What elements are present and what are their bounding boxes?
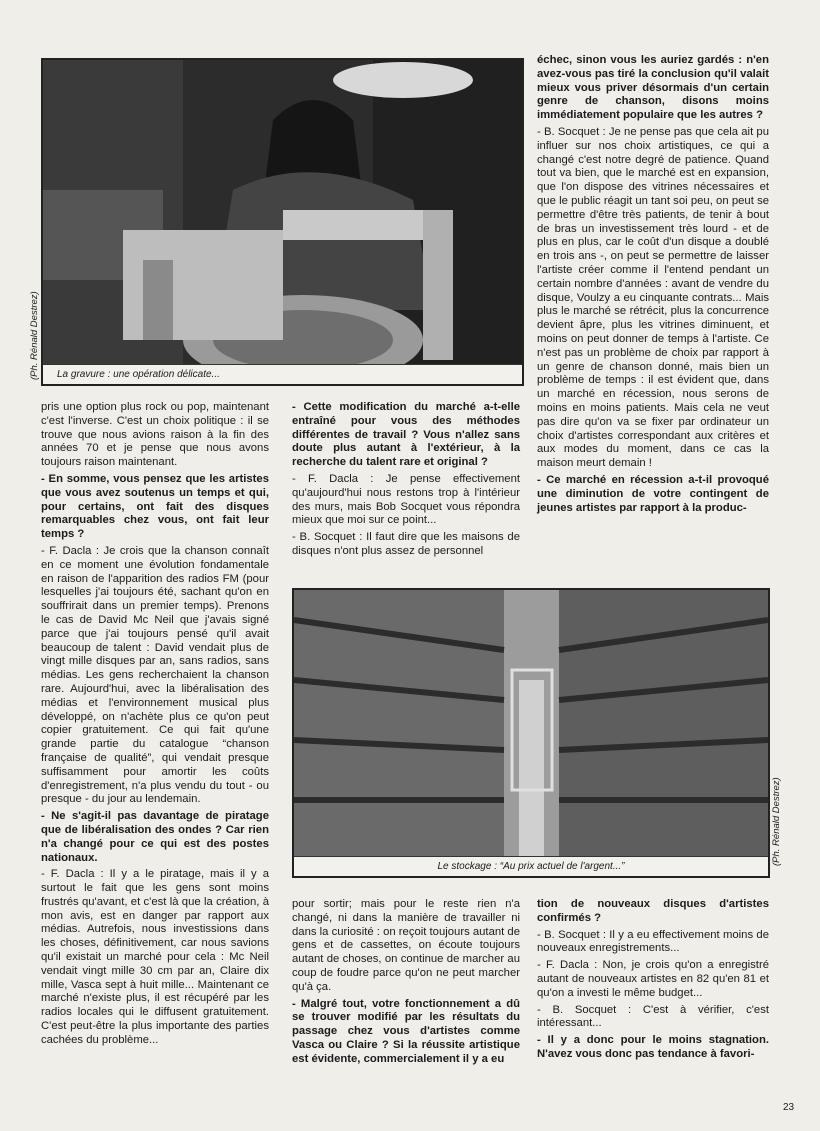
photo-caption: Le stockage : “Au prix actuel de l'argent...” xyxy=(294,856,768,876)
interview-question: tion de nouveaux disques d'artistes confirmés ? xyxy=(537,898,769,924)
interview-answer: - F. Dacla : Je pense effectivement qu'aujourd'hui nous restons trop à l'intérieur des murs, mais Bob Socquet vous répondra mieux que moi sur ce point... xyxy=(292,472,520,527)
interview-question: - Ne s'agit-il pas davantage de piratage que de libéralisation des ondes ? Car rien n'a changé pour ce qui est des postes nationaux. xyxy=(41,810,269,864)
photo-credit-top: (Ph. Rénald Destrez) xyxy=(29,291,40,380)
interview-question: - Il y a donc pour le moins stagnation. N'avez vous donc pas tendance à favori- xyxy=(537,1034,769,1060)
column-middle-bottom xyxy=(292,898,520,1070)
interview-answer: pris une option plus rock ou pop, maintenant c'est l'inverse. C'est un choix politique : il se trouve que nous avions raison à la fin des années 70 et je pense que nous avons toujours raison maintenant. xyxy=(41,401,269,469)
photo-credit-middle: (Ph. Rénald Destrez) xyxy=(771,777,782,866)
interview-question: - Ce marché en récession a-t-il provoqué une diminution de votre contingent de jeunes artistes par rapport à la produc- xyxy=(537,473,769,514)
interview-answer: - F. Dacla : Il y a le piratage, mais il y a surtout le fait que les gens sont moins frustrés qu'avant, et c'est là que la création, à mon avis, est en danger par rapport aux médias. Autrefois, nous investissions dans les choses, définitivement, car nous savions qu'il existait un marché pour cela : Mc Neil vendait vingt mille 30 cm par an, Claire dix mille, Vasca sept à huit mille... Maintenant ce marché n'existe plus, il est récupéré par les radios locales qui le diffusent gratuitement. C'est peut-être la plus importante des parties cachées du problème... xyxy=(41,868,269,1046)
interview-answer: - F. Dacla : Non, je crois qu'on a enregistré autant de nouveaux artistes en 82 qu'en 81 et qu'on a investi le même budget... xyxy=(537,959,769,999)
interview-answer: - B. Socquet : Il y a eu effectivement moins de nouveaux enregistrements... xyxy=(537,928,769,955)
storage-photo-image xyxy=(294,590,768,856)
photo-storage xyxy=(292,588,770,878)
column-right-top xyxy=(537,54,769,518)
photo-caption: La gravure : une opération délicate... xyxy=(43,364,522,384)
engraving-photo-image xyxy=(43,60,522,364)
interview-question: - Malgré tout, votre fonctionnement a dû se trouver modifié par les résultats du passage chez vous d'artistes comme Vasca ou Claire ? Si la réussite artistique est évidente, commercialement il y a eu xyxy=(292,997,520,1065)
interview-question: - En somme, vous pensez que les artistes que vous avez soutenus un temps et qui, pour certains, ont fait des disques remarquables chez vous, ont fait leur temps ? xyxy=(41,472,269,541)
column-middle-top xyxy=(292,401,520,562)
page-number: 23 xyxy=(783,1102,795,1113)
column-left xyxy=(41,401,269,1051)
interview-question: échec, sinon vous les auriez gardés : n'en avez-vous pas tiré la conclusion qu'il valait mieux vous priver désormais d'un certain genre de chanson, disons moins immédiatement populaire que les autres ? xyxy=(537,54,769,122)
interview-answer: - B. Socquet : C'est à vérifier, c'est intéressant... xyxy=(537,1003,769,1030)
column-right-bottom xyxy=(537,898,769,1065)
photo-engraving xyxy=(41,58,524,386)
interview-answer: pour sortir; mais pour le reste rien n'a changé, ni dans la manière de travailler ni dans la curiosité : on reçoit toujours autant de gens et de cassettes, on écoute toujours autant de choses, on continue de marcher au coup de foudre parce qu'on ne peut marcher qu'à ça. xyxy=(292,898,520,993)
interview-question: - Cette modification du marché a-t-elle entraîné pour vous des méthodes différentes de travail ? Vous n'allez sans doute plus autant à l'extérieur, à la recherche du talent rare et original ? xyxy=(292,401,520,469)
interview-answer: - B. Socquet : Il faut dire que les maisons de disques n'ont plus assez de personnel xyxy=(292,531,520,557)
interview-answer: - F. Dacla : Je crois que la chanson connaît en ce moment une évolution fondamentale en raison de l'apparition des radios FM (pour lesquelles j'ai toujours été, sachant qu'on en souffrirait dans un premier temps). Prenons le cas de David Mc Neil que j'avais signé parce que j'ai toujours pensé qu'il avait beaucoup de talent : David vendait plus de vingt mille disques par an, sans radios, sans médias. Les gens recherchaient la chanson rare. Aujourd'hui, avec la libéralisation des médias et l'environnement musical plus développé, on n'achète plus ce qu'on peut copier gratuitement. Ce qui fait qu'une grande partie du catalogue “chanson française de qualité”, qui vendait presque suffisamment pour amortir les coûts d'enregistrement, n'a plus vendu du tout - ou presque - du jour au lendemain. xyxy=(41,544,269,806)
interview-answer: - B. Socquet : Je ne pense pas que cela ait pu influer sur nos choix artistiques, ce qui a changé c'est notre degré de patience. Quand tout va bien, que le marché est en expansion, que l'on dispose des vitrines nécessaires et que le public réagit un tant soi peu, on peut se permettre d'être très patients, de tenir à bout de bras un investissement très lourd - et de plus en plus, car le coût d'un disque a doublé en trois ans -, on peut se permettre de laisser l'artiste créer comme il l'entend pendant un certain nombre d'années : avant de vendre du disque, Voulzy a eu cinquante contrats... Mais plus le marché se rétrécit, plus la concurrence devient âpre, plus les vitrines diminuent, et moins on peut donner de temps à l'artiste. Ce n'est pas un problème de choix par rapport à un genre de chanson donné, mais bien un problème de temps : il est évident que, dans un marché en récession, nous serons de moins en moins patients. Mais cela ne veut pas dire qu'on va se fixer par ordinateur un choix d'artistes correspondant aux critères et aux modes du moment, dans ce cas la maison meurt demain ! xyxy=(537,125,769,470)
